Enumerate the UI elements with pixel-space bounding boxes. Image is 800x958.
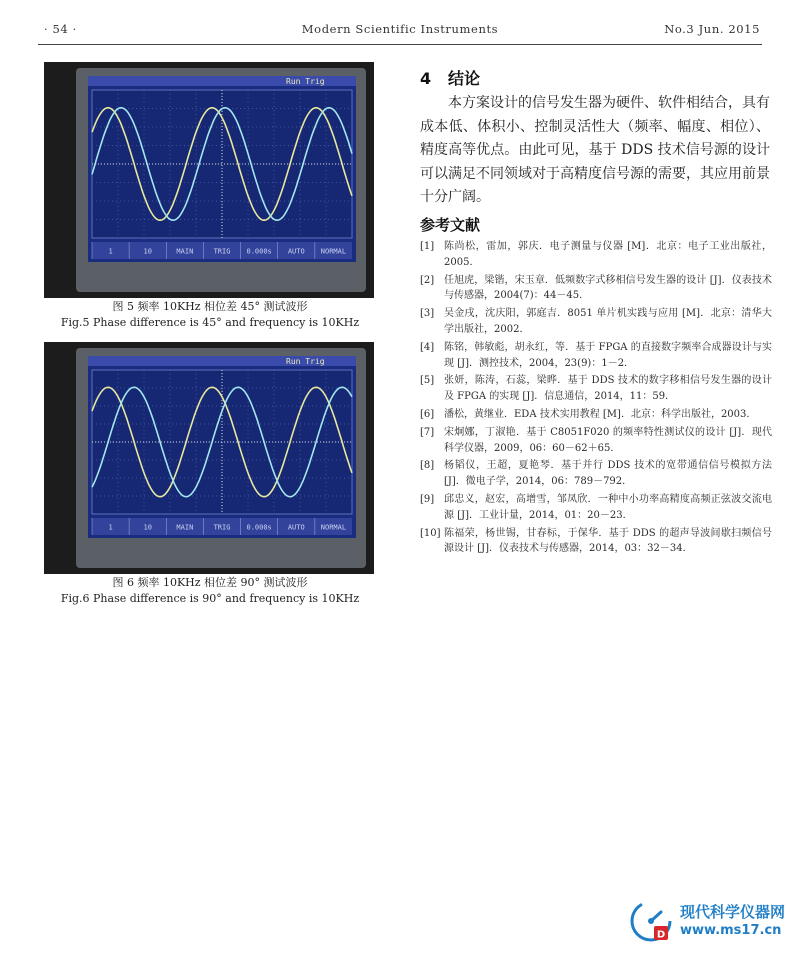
issue-info: No.3 Jun. 2015 [664, 22, 760, 36]
reference-item [420, 492, 772, 524]
watermark-logo-icon [628, 898, 674, 944]
reference-text: 张妍，陈涛，石蕊，梁晔．基于 DDS 技术的数字移相信号发生器的设计及 FPGA 的实现 [J]．信息通信，2014，11：59． [444, 375, 772, 403]
figure-6-caption-cn: 图 6 频率 10KHz 相位差 90° 测试波形 [112, 576, 308, 589]
header-rule [38, 44, 762, 45]
conclusion-paragraph: 本方案设计的信号发生器为硬件、软件相结合，具有成本低、体积小、控制灵活性大（频率、幅度、相位）、精度高等优点。由此可见，基于 DDS 技术信号源的设计可以满足不同领域对于高精度信号源的需要，其应用前景十分广阔。 [420, 95, 770, 205]
watermark-site-name: 现代科学仪器网 [680, 903, 786, 921]
reference-text: 任旭虎，梁锴，宋玉章．低频数字式移相信号发生器的设计 [J]．仪表技术与传感器，2004(7)：44－45． [444, 274, 772, 302]
figure-6-caption-en: Fig.6 Phase difference is 90° and frequency is 10KHz [60, 592, 360, 605]
reference-item [420, 407, 772, 423]
reference-number: [4] [420, 341, 435, 353]
reference-text: 宋炯娜，丁淑艳．基于 C8051F020 的频率特性测试仪的设计 [J]．现代科学仪器，2009，06：60－62＋65． [444, 426, 772, 454]
reference-item [420, 425, 772, 457]
journal-title: Modern Scientific Instruments [301, 22, 499, 36]
reference-number: [2] [420, 274, 435, 286]
oscilloscope-photo-fig5 [44, 62, 374, 298]
reference-text: 吴金戌，沈庆阳，郭庭吉．8051 单片机实践与应用 [M]．北京：清华大学出版社，2002． [444, 308, 772, 335]
svg-text:D: D [656, 929, 666, 941]
reference-number: [6] [420, 408, 435, 420]
watermark-url: www.ms17.cn [680, 923, 782, 938]
section-number: 4 [420, 69, 432, 88]
conclusion-heading [420, 66, 480, 89]
reference-number: [3] [420, 308, 435, 320]
reference-number: [10] [420, 527, 441, 539]
reference-item [420, 340, 772, 372]
oscilloscope-photo-fig6 [44, 342, 374, 574]
site-watermark [628, 898, 785, 944]
reference-item [420, 526, 772, 558]
reference-text: 陈尚松，雷加，郭庆．电子测量与仪器 [M]．北京：电子工业出版社，2005． [444, 241, 772, 268]
reference-list [420, 239, 772, 559]
reference-number: [8] [420, 460, 435, 472]
reference-item [420, 373, 772, 405]
figure-5-caption-en: Fig.5 Phase difference is 45° and frequency is 10KHz [60, 316, 360, 329]
section-title: 结论 [448, 69, 481, 88]
reference-number: [1] [420, 241, 435, 252]
reference-text: 潘松，黄继业．EDA 技术实用教程 [M]．北京：科学出版社，2003． [444, 408, 757, 420]
reference-text: 杨韬仪，王超，夏艳琴．基于并行 DDS 技术的宽带通信信号模拟方法 [J]．微电子学，2014，06：789－792． [444, 460, 772, 488]
reference-item [420, 306, 772, 338]
reference-item [420, 239, 772, 271]
reference-number: [5] [420, 375, 435, 387]
reference-item [420, 458, 772, 490]
reference-text: 邱忠义，赵宏，高增雪，邹凤欣．一种中小功率高精度高频正弦波交流电源 [J]．工业计量，2014，01：20－23． [444, 493, 772, 521]
reference-number: [9] [420, 493, 435, 505]
reference-text: 陈铭，韩敏彪，胡永红，等．基于 FPGA 的直接数字频率合成器设计与实现 [J]．测控技术，2004，23(9)：1－2． [444, 341, 772, 369]
figure-5-caption-cn: 图 5 频率 10KHz 相位差 45° 测试波形 [112, 300, 308, 313]
reference-text: 陈福荣，杨世锡，甘春标，于保华．基于 DDS 的超声导波间歇扫频信号源设计 [J]．仪表技术与传感器，2014，03：32－34． [444, 527, 772, 555]
references-heading: 参考文献 [420, 216, 481, 234]
page-number: · 54 · [44, 22, 77, 36]
reference-item [420, 273, 772, 305]
reference-number: [7] [420, 426, 435, 438]
